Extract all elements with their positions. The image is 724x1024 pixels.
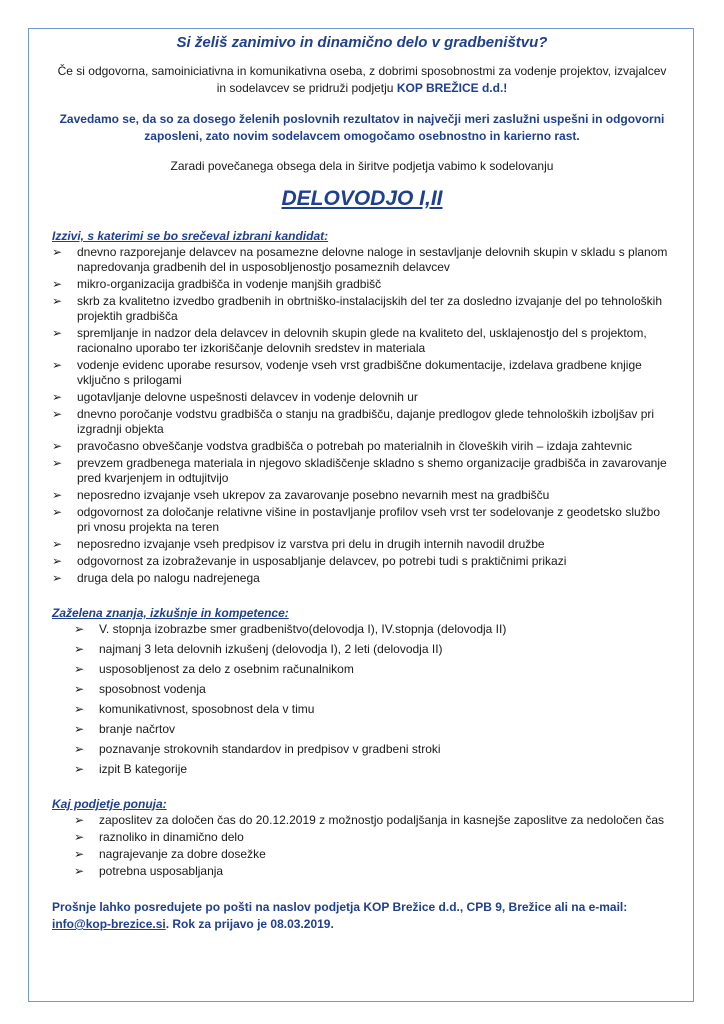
competences-heading: Zaželena znanja, izkušnje in kompetence: bbox=[52, 606, 289, 620]
competence-item bbox=[74, 642, 672, 657]
competence-item bbox=[74, 762, 672, 777]
competence-item-text: sposobnost vodenja bbox=[99, 682, 206, 696]
arrow-bullet-icon: ➢ bbox=[52, 326, 63, 340]
arrow-bullet-icon: ➢ bbox=[52, 571, 63, 585]
challenges-list bbox=[52, 245, 672, 586]
mission-statement: Zavedamo se, da so za dosego želenih poslovnih rezultatov in največji meri zaslužni uspešni in odgovorni zaposleni, zato novim sodelavcem omogočamo osebnostno in karierno rast. bbox=[59, 112, 665, 143]
arrow-bullet-icon: ➢ bbox=[52, 456, 63, 470]
challenge-item-text: druga dela po nalogu nadrejenega bbox=[77, 571, 260, 585]
competence-item bbox=[74, 722, 672, 737]
invite-text: Zaradi povečanega obsega dela in širitve podjetja vabimo k sodelovanju bbox=[170, 159, 554, 173]
challenge-item-text: vodenje evidenc uporabe resursov, vodenje vseh vrst gradbiščne dokumentacije, izdelava gradbene knjige vključno s prilogami bbox=[77, 358, 642, 387]
challenge-item bbox=[52, 326, 672, 356]
challenge-item-text: odgovornost za izobraževanje in usposabljanje delavcev, po potrebi tudi s praktičnimi prikazi bbox=[77, 554, 567, 568]
challenge-item-text: spremljanje in nadzor dela delavcev in delovnih skupin glede na kvaliteto del, usklajenostjo del s projektom, racionalno uporabo ter izkoriščanje delovnih sredstev in materiala bbox=[77, 326, 647, 355]
company-name: KOP BREŽICE d.d. bbox=[396, 81, 504, 95]
arrow-bullet-icon: ➢ bbox=[74, 662, 85, 676]
challenge-item bbox=[52, 277, 672, 292]
challenge-item bbox=[52, 488, 672, 503]
footer-text: Prošnje lahko posredujete po pošti na naslov podjetja KOP Brežice d.d., CPB 9, Brežice ali na e-mail: bbox=[52, 900, 628, 914]
position-title: DELOVODJO I,II bbox=[281, 187, 443, 210]
challenge-item-text: prevzem gradbenega materiala in njegovo skladiščenje skladno s shemo organizacije gradbišča in zavarovanje pred kvarjenjem in odtujitvijo bbox=[77, 456, 667, 485]
arrow-bullet-icon: ➢ bbox=[74, 762, 85, 776]
challenges-heading: Izzivi, s katerimi se bo srečeval izbrani kandidat: bbox=[52, 229, 329, 243]
competence-item-text: komunikativnost, sposobnost dela v timu bbox=[99, 702, 315, 716]
deadline-text: . Rok za prijavo je 08.03.2019. bbox=[165, 917, 334, 931]
arrow-bullet-icon: ➢ bbox=[52, 358, 63, 372]
arrow-bullet-icon: ➢ bbox=[74, 702, 85, 716]
challenge-item bbox=[52, 456, 672, 486]
competence-item-text: branje načrtov bbox=[99, 722, 176, 736]
arrow-bullet-icon: ➢ bbox=[74, 813, 85, 827]
challenge-item-text: dnevno razporejanje delavcev na posamezne delovne naloge in sestavljanje delovnih skupin v skladu s planom napredovanja gradbenih del in usposobljenostjo posameznih delavcev bbox=[77, 245, 668, 274]
competence-item-text: V. stopnja izobrazbe smer gradbeništvo(delovodja I), IV.stopnja (delovodja II) bbox=[99, 622, 507, 636]
arrow-bullet-icon: ➢ bbox=[52, 407, 63, 421]
competence-item bbox=[74, 682, 672, 697]
challenge-item bbox=[52, 571, 672, 586]
intro-text: Če si odgovorna, samoiniciativna in komunikativna oseba, z dobrimi sposobnostmi za vodenje projektov, izvajalcev in sodelavcev se pridruži podjetju bbox=[57, 64, 667, 95]
challenge-item bbox=[52, 358, 672, 388]
arrow-bullet-icon: ➢ bbox=[74, 682, 85, 696]
arrow-bullet-icon: ➢ bbox=[74, 847, 85, 861]
challenge-item bbox=[52, 390, 672, 405]
arrow-bullet-icon: ➢ bbox=[74, 864, 85, 878]
posting-title: Si želiš zanimivo in dinamično delo v gradbeništvu? bbox=[176, 34, 548, 51]
competence-item-text: usposobljenost za delo z osebnim računalnikom bbox=[99, 662, 354, 676]
offer-heading: Kaj podjetje ponuja: bbox=[52, 797, 167, 811]
challenge-item bbox=[52, 245, 672, 275]
offer-item-text: potrebna usposabljanja bbox=[99, 864, 224, 878]
challenge-item-text: pravočasno obveščanje vodstva gradbišča o potrebah po materialnih in človeških virih – izdaja zahtevnic bbox=[77, 439, 632, 453]
arrow-bullet-icon: ➢ bbox=[52, 537, 63, 551]
arrow-bullet-icon: ➢ bbox=[52, 245, 63, 259]
arrow-bullet-icon: ➢ bbox=[74, 830, 85, 844]
competence-item bbox=[74, 662, 672, 677]
job-posting bbox=[52, 34, 672, 945]
email-link[interactable]: info@kop-brezice.si bbox=[52, 917, 166, 931]
arrow-bullet-icon: ➢ bbox=[74, 642, 85, 656]
challenge-item-text: skrb za kvalitetno izvedbo gradbenih in obrtniško-instalacijskih del ter za dosledno izvajanje del po tehnoloških projektih gradbišča bbox=[77, 294, 663, 323]
intro-paragraph bbox=[52, 63, 672, 97]
offer-item bbox=[74, 813, 672, 828]
arrow-bullet-icon: ➢ bbox=[74, 742, 85, 756]
offer-item-text: zaposlitev za določen čas do 20.12.2019 z možnostjo podaljšanja in kasnejše zaposlitve za nedoločen čas bbox=[99, 813, 665, 827]
competences-list bbox=[52, 622, 672, 777]
arrow-bullet-icon: ➢ bbox=[74, 722, 85, 736]
challenge-item bbox=[52, 439, 672, 454]
challenge-item-text: ugotavljanje delovne uspešnosti delavcev in vodenje delovnih ur bbox=[77, 390, 418, 404]
offer-item-text: nagrajevanje za dobre dosežke bbox=[99, 847, 266, 861]
arrow-bullet-icon: ➢ bbox=[52, 294, 63, 308]
offer-item-text: raznoliko in dinamično delo bbox=[99, 830, 244, 844]
challenge-item bbox=[52, 294, 672, 324]
application-info bbox=[52, 899, 672, 933]
offer-item bbox=[74, 830, 672, 845]
arrow-bullet-icon: ➢ bbox=[52, 554, 63, 568]
challenge-item-text: neposredno izvajanje vseh ukrepov za zavarovanje posebno nevarnih mest na gradbišču bbox=[77, 488, 550, 502]
offer-item bbox=[74, 847, 672, 862]
arrow-bullet-icon: ➢ bbox=[52, 277, 63, 291]
challenge-item bbox=[52, 554, 672, 569]
competence-item-text: poznavanje strokovnih standardov in predpisov v gradbeni stroki bbox=[99, 742, 441, 756]
challenge-item bbox=[52, 407, 672, 437]
challenge-item-text: mikro-organizacija gradbišča in vodenje manjših gradbišč bbox=[77, 277, 382, 291]
competence-item bbox=[74, 622, 672, 637]
arrow-bullet-icon: ➢ bbox=[52, 439, 63, 453]
offer-item bbox=[74, 864, 672, 879]
challenge-item-text: odgovornost za določanje relativne višine in postavljanje profilov vseh vrst ter sodelovanje z geodetsko službo pri vnosu projekta na teren bbox=[77, 505, 661, 534]
competence-item bbox=[74, 742, 672, 757]
challenge-item-text: dnevno poročanje vodstvu gradbišča o stanju na gradbišču, dajanje predlogov glede tehnoloških izboljšav pri izgradnji objekta bbox=[77, 407, 655, 436]
arrow-bullet-icon: ➢ bbox=[52, 488, 63, 502]
competence-item bbox=[74, 702, 672, 717]
challenge-item bbox=[52, 537, 672, 552]
challenge-item-text: neposredno izvajanje vseh predpisov iz varstva pri delu in drugih internih navodil družbe bbox=[77, 537, 545, 551]
arrow-bullet-icon: ➢ bbox=[52, 505, 63, 519]
offer-list bbox=[52, 813, 672, 879]
arrow-bullet-icon: ➢ bbox=[74, 622, 85, 636]
challenge-item bbox=[52, 505, 672, 535]
arrow-bullet-icon: ➢ bbox=[52, 390, 63, 404]
competence-item-text: izpit B kategorije bbox=[99, 762, 188, 776]
intro-suffix: ! bbox=[503, 81, 508, 95]
competence-item-text: najmanj 3 leta delovnih izkušenj (delovodja I), 2 leti (delovodja II) bbox=[99, 642, 443, 656]
